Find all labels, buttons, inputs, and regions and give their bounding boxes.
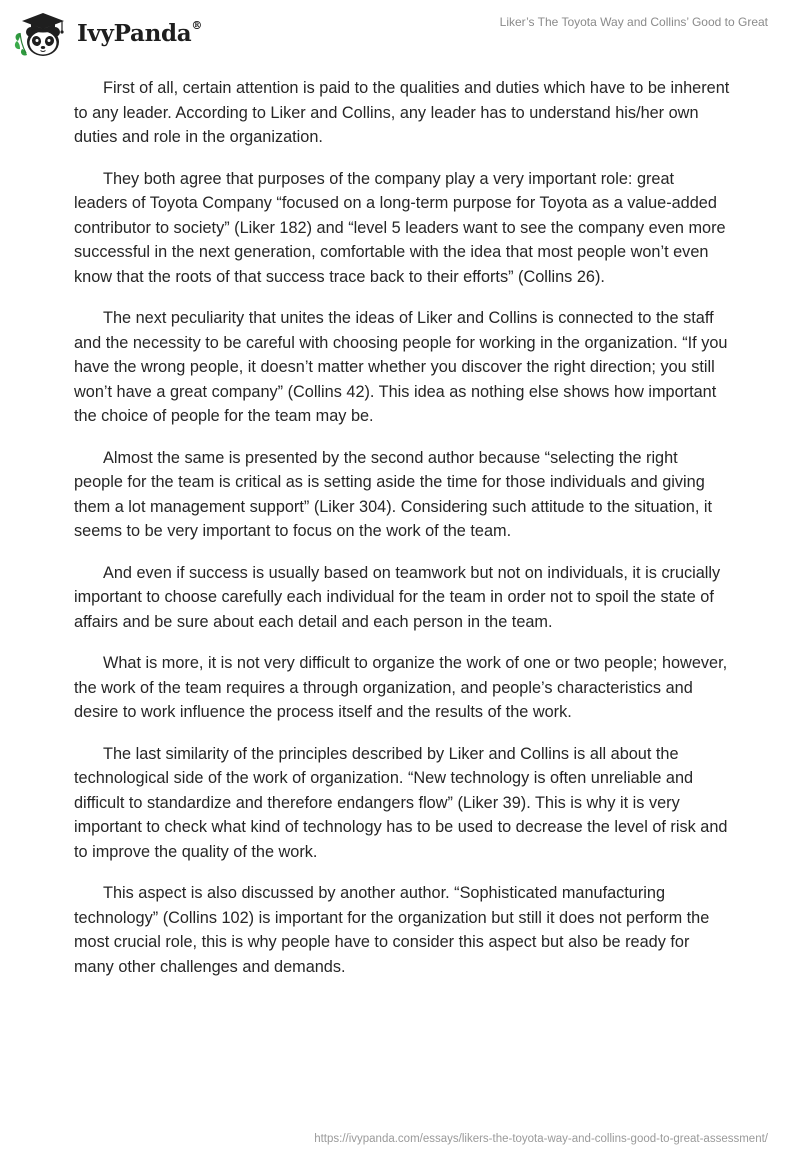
- paragraph: The next peculiarity that unites the ideas of Liker and Collins is connected to the staff and the necessity to be careful with choosing people for working in the organization. “If you have the wrong people, it doesn’t matter whether you discover the right direction; you still won’t have a great company” (Collins 42). This idea as nothing else shows how important the choice of people for the team may be.: [74, 309, 728, 425]
- document-title: Liker’s The Toyota Way and Collins’ Good to Great: [499, 15, 768, 29]
- paragraph: First of all, certain attention is paid to the qualities and duties which have to be inherent to any leader. According to Liker and Collins, any leader has to understand his/her own duties and role in the organization.: [74, 79, 730, 146]
- paragraph: And even if success is usually based on teamwork but not on individuals, it is crucially important to choose carefully each individual for the team in order not to spoil the state of affairs and be sure about each detail and each person in the team.: [74, 563, 721, 631]
- essay-body: [74, 76, 730, 996]
- brand-name: IvyPanda®: [77, 18, 203, 47]
- paragraph: This aspect is also discussed by another author. “Sophisticated manufacturing technology” (Collins 102) is important for the organization but still it does not perform the most crucial role, this is why people have to consider this aspect but also be ready for many other challenges and demands.: [74, 884, 710, 976]
- page-header: [0, 0, 800, 60]
- registered-mark: ®: [191, 18, 203, 32]
- paragraph: What is more, it is not very difficult to organize the work of one or two people; however, the work of the team requires a through organization, and people’s characteristics and desire to work influence the process itself and the results of the work.: [74, 654, 728, 721]
- paragraph: They both agree that purposes of the company play a very important role: great leaders of Toyota Company “focused on a long-term purpose for Toyota as a value-added contributor to society” (Liker 182) and “level 5 leaders want to see the company even more successful in the next generation, comfortable with the idea that most people won’t even know that the roots of that success trace back to their efforts” (Collins 26).: [74, 169, 726, 286]
- ivypanda-logo[interactable]: [14, 9, 202, 57]
- paragraph: The last similarity of the principles described by Liker and Collins is all about the technological side of the work of organization. “New technology is often unreliable and difficult to standardize and therefore endangers flow” (Liker 39). This is why it is very important to check what kind of technology has to be used to decrease the level of risk and to improve the quality of the work.: [74, 744, 728, 861]
- paragraph: Almost the same is presented by the second author because “selecting the right people for the team is critical as is setting aside the time for those individuals and giving them a lot management support” (Liker 304). Considering such attitude to the situation, it seems to be very important to focus on the work of the team.: [74, 448, 713, 540]
- source-url[interactable]: https://ivypanda.com/essays/likers-the-toyota-way-and-collins-good-to-great-assessment/: [314, 1133, 768, 1145]
- panda-graduation-cap-icon: [14, 9, 72, 57]
